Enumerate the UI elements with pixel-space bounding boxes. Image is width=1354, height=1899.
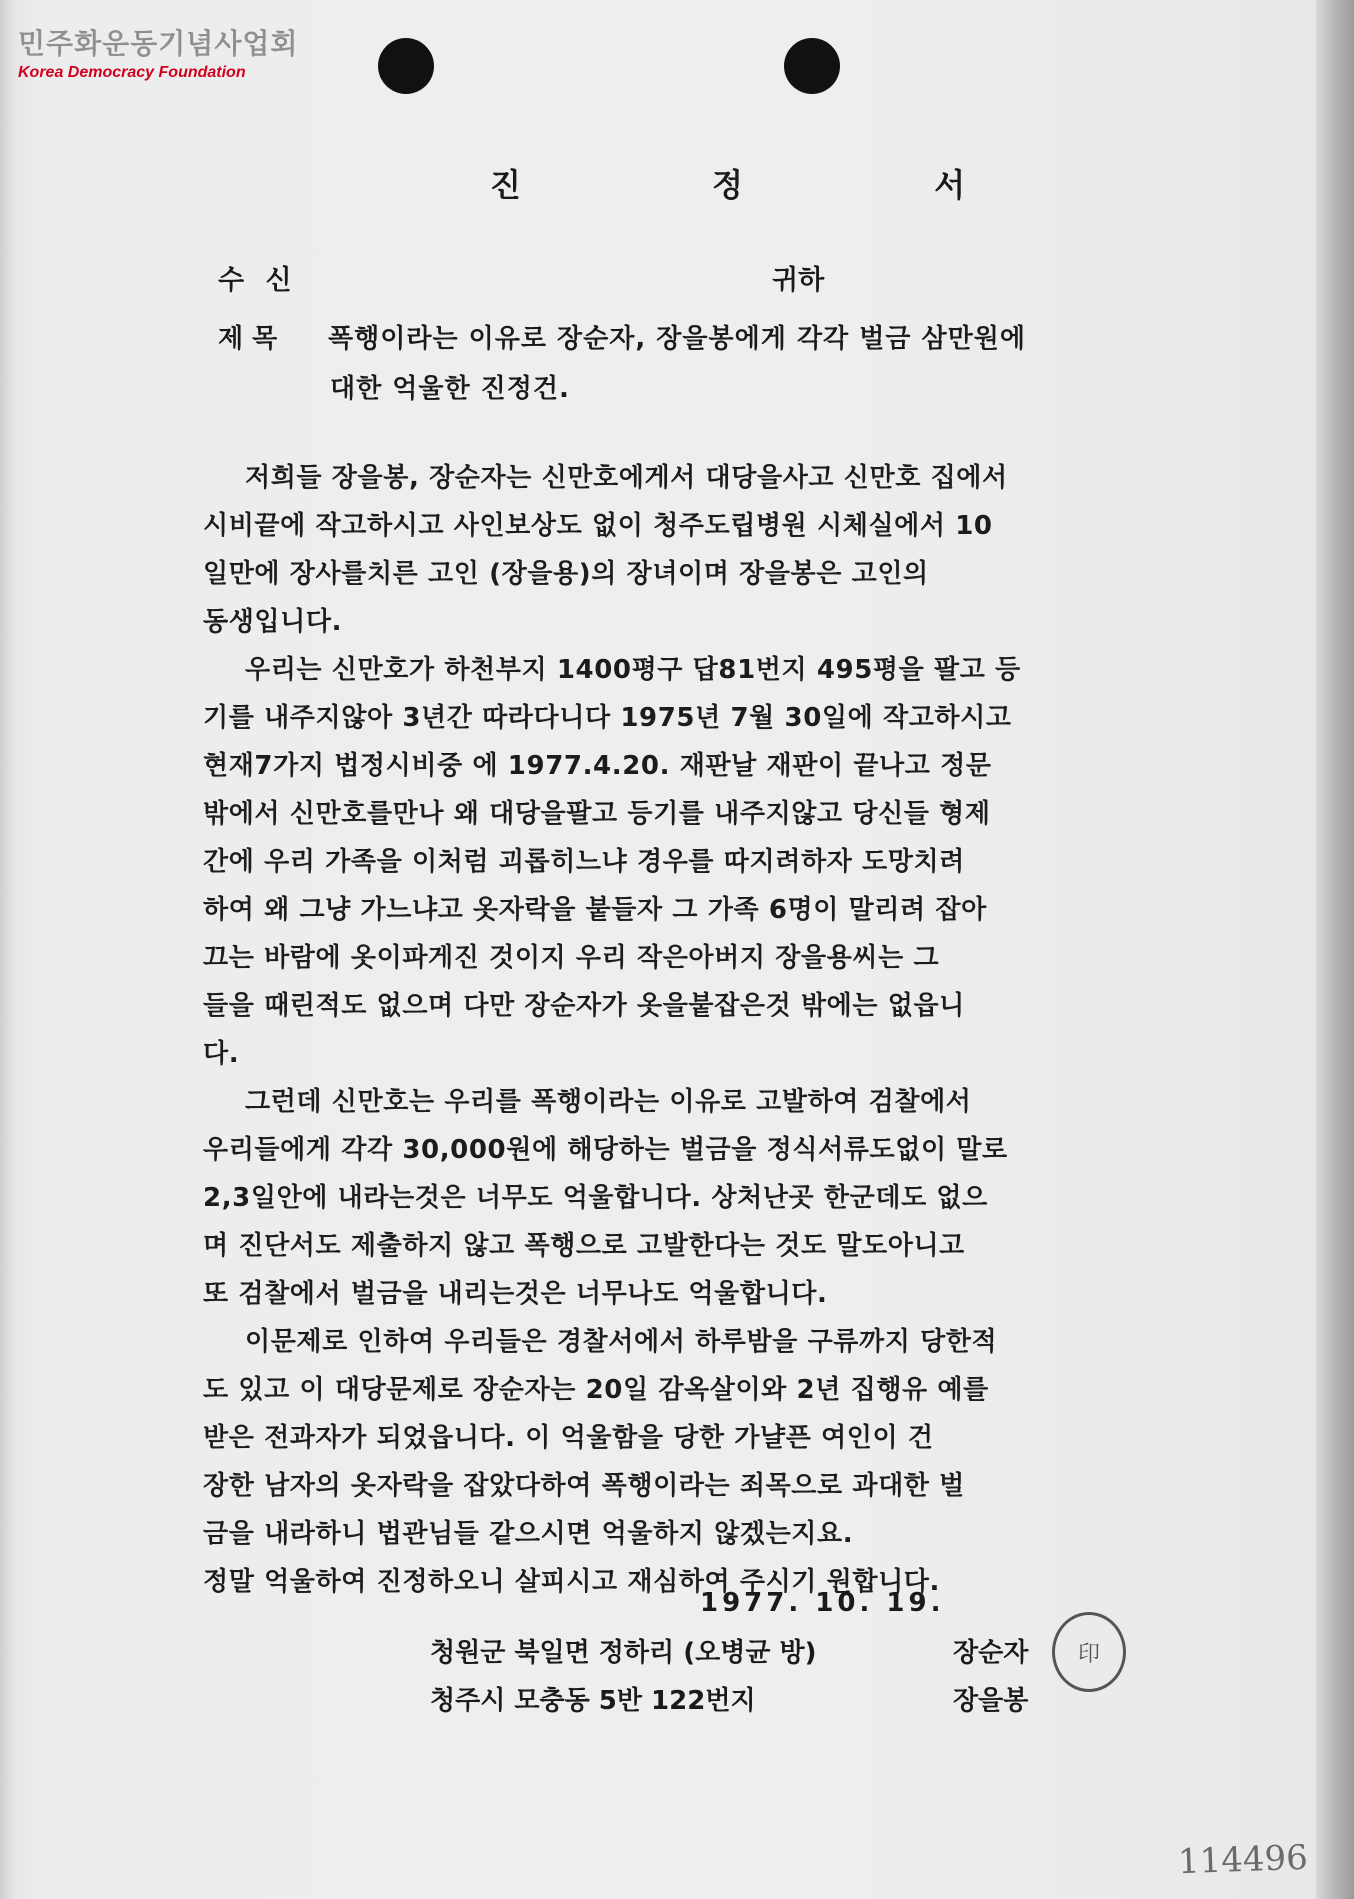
body-line: 우리는 신만호가 하천부지 1400평구 답81번지 495평을 팔고 등 (245, 655, 1021, 685)
subject-label: 제 목 (218, 324, 278, 354)
page-edge-shadow (1316, 0, 1354, 1899)
watermark-korean: 민주화운동기념사업회 (18, 27, 299, 60)
recipient-label: 수 신 (218, 265, 298, 296)
body-line: 하여 왜 그냥 가느냐고 옷자락을 붙들자 그 가족 6명이 말리려 잡아 (203, 895, 987, 925)
body-line: 받은 전과자가 되었읍니다. 이 억울함을 당한 가냘픈 여인이 건 (203, 1423, 934, 1453)
body-line: 장한 남자의 옷자락을 잡았다하여 폭행이라는 죄목으로 과대한 벌 (203, 1471, 965, 1501)
sender-address: 청주시 모충동 5반 122번지 (430, 1686, 756, 1716)
body-line: 시비끝에 작고하시고 사인보상도 없이 청주도립병원 시체실에서 10 (203, 511, 993, 541)
body-line: 그런데 신만호는 우리를 폭행이라는 이유로 고발하여 검찰에서 (245, 1087, 972, 1117)
body-line: 저희들 장을봉, 장순자는 신만호에게서 대당을사고 신만호 집에서 (245, 463, 1008, 493)
punch-hole-left (378, 38, 434, 94)
body-line: 현재7가지 법정시비중 에 1977.4.20. 재판날 재판이 끝나고 정문 (203, 751, 992, 781)
body-line: 밖에서 신만호를만나 왜 대당을팔고 등기를 내주지않고 당신들 형제 (203, 799, 991, 829)
watermark-english: Korea Democracy Foundation (18, 64, 246, 81)
body-line: 2,3일안에 내라는것은 너무도 억울합니다. 상처난곳 한군데도 없으 (203, 1183, 988, 1213)
punch-hole-right (784, 38, 840, 94)
document-title: 진 정 서 (490, 166, 1056, 204)
body-line: 정말 억울하여 진정하오니 살피시고 재심하여 주시기 원합니다. (203, 1567, 941, 1597)
recipient-honorific: 귀하 (772, 265, 825, 296)
body-line: 기를 내주지않아 3년간 따라다니다 1975년 7월 30일에 작고하시고 (203, 703, 1012, 733)
watermark-logo (18, 22, 298, 82)
body-line: 다. (203, 1039, 240, 1069)
body-line: 이문제로 인하여 우리들은 경찰서에서 하루밤을 구류까지 당한적 (245, 1327, 998, 1357)
body-line: 며 진단서도 제출하지 않고 폭행으로 고발한다는 것도 말도아니고 (203, 1231, 965, 1261)
subject-line: 대한 억울한 진정건. (330, 374, 570, 404)
petition-date: 1977. 10. 19. (700, 1588, 945, 1618)
sender-address: 청원군 북일면 정하리 (오병균 방) (430, 1638, 817, 1668)
archive-number: 114496 (1177, 1837, 1309, 1883)
body-line: 간에 우리 가족을 이처럼 괴롭히느냐 경우를 따지려하자 도망치려 (203, 847, 965, 877)
body-line: 우리들에게 각각 30,000원에 해당하는 벌금을 정식서류도없이 말로 (203, 1135, 1008, 1165)
body-line: 들을 때린적도 없으며 다만 장순자가 옷을붙잡은것 밖에는 없읍니 (203, 991, 965, 1021)
sender-name: 장을봉 (953, 1686, 1029, 1716)
body-line: 끄는 바람에 옷이파게진 것이지 우리 작은아버지 장을용씨는 그 (203, 943, 940, 973)
subject-line: 폭행이라는 이유로 장순자, 장을봉에게 각각 벌금 삼만원에 (328, 324, 1026, 354)
body-line: 또 검찰에서 벌금을 내리는것은 너무나도 억울합니다. (203, 1279, 828, 1309)
body-line: 일만에 장사를치른 고인 (장을용)의 장녀이며 장을봉은 고인의 (203, 559, 929, 589)
body-line: 도 있고 이 대당문제로 장순자는 20일 감옥살이와 2년 집행유 예를 (203, 1375, 989, 1405)
petition-body (203, 454, 1199, 1606)
body-line: 동생입니다. (203, 607, 343, 637)
body-line: 금을 내라하니 법관님들 같으시면 억울하지 않겠는지요. (203, 1519, 854, 1549)
sender-name: 장순자 (953, 1638, 1029, 1668)
seal-stamp: 印 (1052, 1612, 1126, 1692)
